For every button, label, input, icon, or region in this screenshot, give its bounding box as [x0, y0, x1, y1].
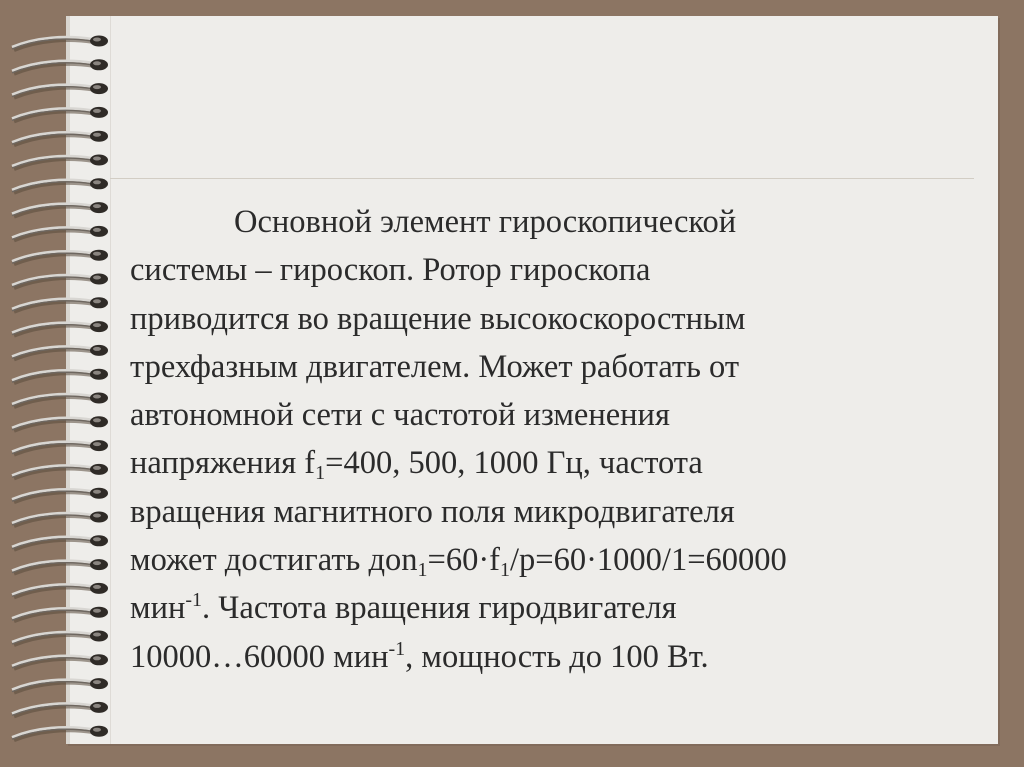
spiral-coil — [12, 155, 108, 170]
spiral-coil — [12, 607, 108, 622]
subscript: 1 — [417, 559, 428, 582]
spiral-coil — [12, 369, 108, 384]
text-line-3: приводится во вращение высокоскоростным — [130, 300, 746, 337]
spiral-coil — [12, 131, 108, 146]
spiral-coil — [12, 416, 108, 431]
superscript: -1 — [388, 637, 406, 660]
spiral-coil — [12, 726, 108, 741]
text-line-8a: может достигать доn — [130, 542, 418, 579]
text-line-5: автономной сети с частотой изменения — [130, 397, 670, 434]
spiral-coil — [12, 702, 108, 717]
subscript: 1 — [315, 462, 326, 485]
spiral-coil — [12, 178, 108, 193]
spiral-coil — [12, 654, 108, 669]
spiral-coil — [12, 535, 108, 550]
text-line-6b: =400, 500, 1000 Гц, частота — [325, 445, 703, 482]
spiral-coil — [12, 36, 108, 51]
text-line-9b: . Частота вращения гиродвигателя — [202, 590, 677, 627]
spiral-coil — [12, 393, 108, 408]
text-line-8c: /p=60·1000/1=60000 — [510, 542, 787, 579]
superscript: -1 — [185, 589, 203, 612]
spiral-coil — [12, 202, 108, 217]
spiral-coil — [12, 345, 108, 360]
spiral-coil — [12, 678, 108, 693]
spiral-coil — [12, 274, 108, 289]
spiral-coil — [12, 583, 108, 598]
spiral-coil — [12, 488, 108, 503]
spiral-binding-icon — [8, 26, 118, 746]
spiral-coil — [12, 59, 108, 74]
spiral-coil — [12, 512, 108, 527]
text-line-4: трехфазным двигателем. Может работать от — [130, 348, 740, 385]
slide-body-text — [130, 198, 960, 681]
header-rule — [110, 178, 974, 179]
spiral-coil — [12, 83, 108, 98]
spiral-coil — [12, 631, 108, 646]
spiral-coil — [12, 440, 108, 455]
spiral-coil — [12, 464, 108, 479]
text-line-6a: напряжения f — [130, 445, 316, 482]
text-line-9a: мин — [130, 590, 186, 627]
text-line-10a: 10000…60000 мин — [130, 638, 389, 675]
text-line-2: системы – гироскоп. Ротор гироскопа — [130, 252, 651, 289]
spiral-coil — [12, 559, 108, 574]
text-line-7: вращения магнитного поля микродвигателя — [130, 493, 735, 530]
spiral-coil — [12, 226, 108, 241]
spiral-coil — [12, 250, 108, 265]
text-line-8b: =60·f — [427, 542, 500, 579]
text-line-1: Основной элемент гироскопической — [234, 204, 737, 240]
spiral-coil — [12, 297, 108, 312]
spiral-coil — [12, 107, 108, 122]
spiral-coil — [12, 321, 108, 336]
text-line-10b: , мощность до 100 Вт. — [405, 638, 709, 675]
subscript: 1 — [500, 559, 510, 582]
